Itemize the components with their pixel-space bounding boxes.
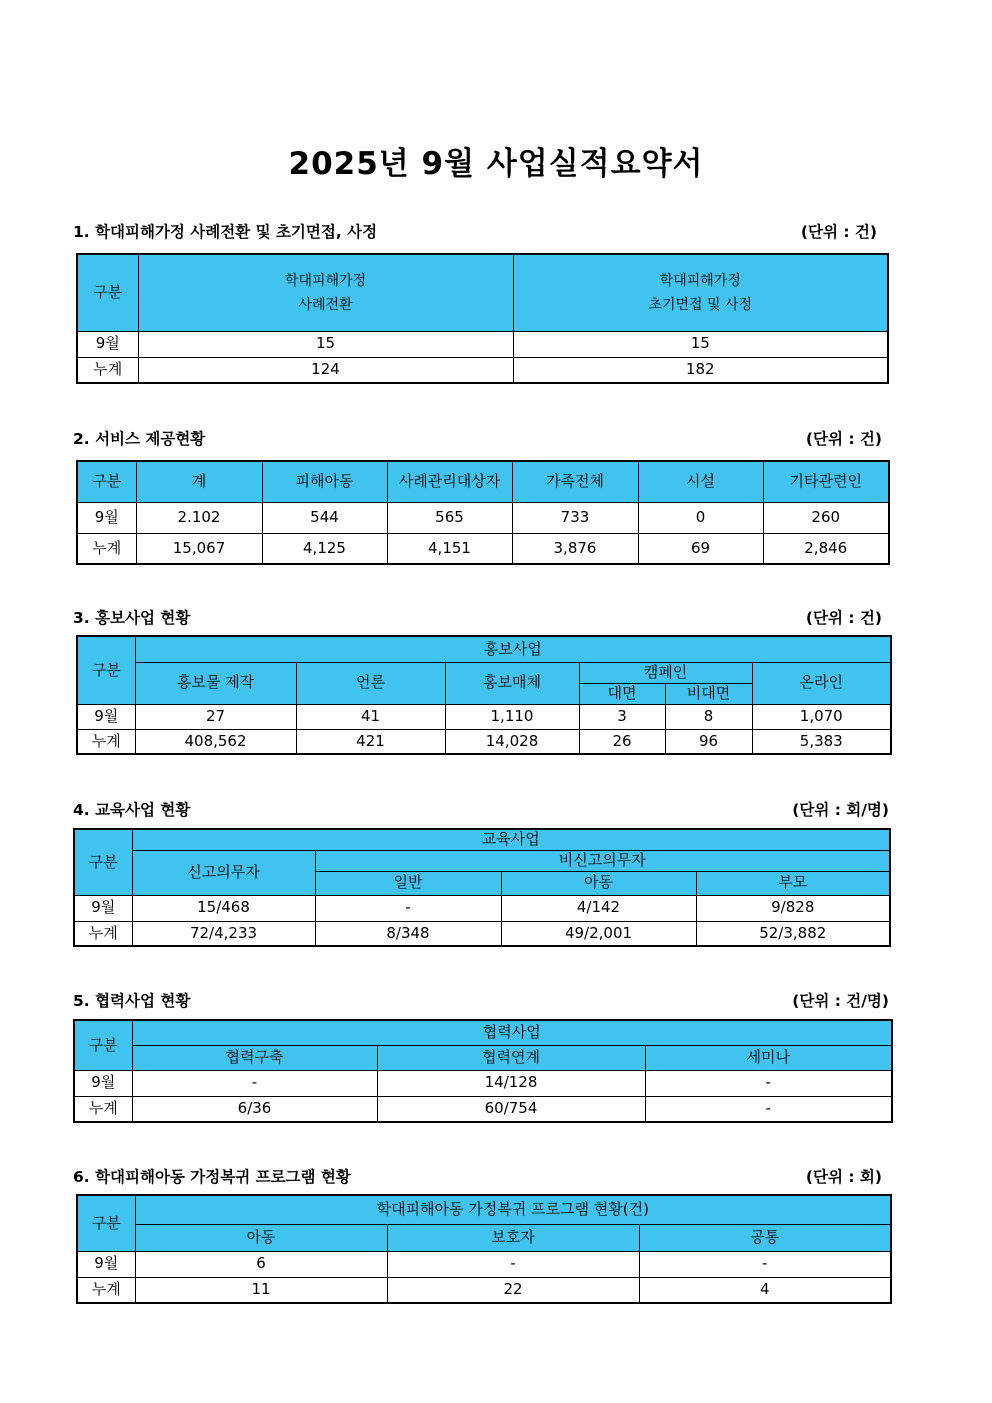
header-reporter: 신고의무자 [132,850,315,895]
header-group: 교육사업 [132,829,890,850]
cell: 15 [138,331,513,357]
cell: 8/348 [315,921,501,946]
table-case-conversion [76,253,889,384]
row-label: 누계 [77,533,136,564]
header-cell: 피해아동 [262,461,387,502]
header-gubun: 구분 [77,254,138,331]
header-cell: 계 [136,461,262,502]
header-subcell: 부모 [696,871,890,895]
section-1-heading: 1. 학대피해가정 사례전환 및 초기면접, 사정 [73,223,378,241]
cell: 8 [665,704,752,729]
cell: 41 [296,704,445,729]
cell: 3 [579,704,665,729]
header-line: 학대피해가정 [659,272,741,289]
cell: - [132,1070,377,1096]
cell: 544 [262,502,387,533]
cell: 6 [135,1251,387,1277]
section-6-heading: 6. 학대피해아동 가정복귀 프로그램 현황 [73,1168,351,1186]
cell: 69 [638,533,763,564]
cell: 27 [135,704,296,729]
table-row [77,1277,891,1303]
cell: 4/142 [501,895,696,921]
cell: 182 [513,357,888,383]
header-cell: 시설 [638,461,763,502]
table-row [74,1096,892,1122]
cell: 15 [513,331,888,357]
section-4-heading: 4. 교육사업 현황 [73,801,191,819]
table-row [77,331,888,357]
cell: - [315,895,501,921]
cell: 2,846 [763,533,889,564]
header-cell: 홍보물 제작 [135,662,296,704]
cell: 2.102 [136,502,262,533]
section-2-unit: (단위 : 건) [805,430,882,448]
header-line: 학대피해가정 [284,272,367,289]
cell: 96 [665,729,752,754]
header-gubun: 구분 [74,829,132,895]
table-row [77,357,888,383]
header-line: 초기면접 및 사정 [648,296,753,313]
table-row [77,502,889,533]
row-label: 9월 [77,331,138,357]
cell: 5,383 [752,729,891,754]
table-reunification [76,1194,892,1304]
table-row [74,1070,892,1096]
cell: 3,876 [512,533,638,564]
cell: 6/36 [132,1096,377,1122]
section-5-unit: (단위 : 건/명) [792,992,889,1010]
table-row [74,895,890,921]
header-cell: 공통 [639,1224,891,1251]
header-cell: 사례관리대상자 [387,461,512,502]
header-gubun: 구분 [77,1195,135,1251]
row-label: 누계 [77,729,135,754]
row-label: 누계 [77,1277,135,1303]
cell: - [645,1096,892,1122]
header-cell: 협력연계 [377,1045,645,1070]
section-4-unit: (단위 : 회/명) [792,801,889,819]
header-gubun: 구분 [77,461,136,502]
header-cell: 홍보매체 [445,662,579,704]
cell: 408,562 [135,729,296,754]
cell: 124 [138,357,513,383]
header-group: 협력사업 [132,1020,892,1045]
header-gubun: 구분 [77,636,135,704]
section-3-heading: 3. 홍보사업 현황 [73,609,191,627]
section-5-heading: 5. 협력사업 현황 [73,992,191,1010]
cell: 26 [579,729,665,754]
cell: 4 [639,1277,891,1303]
header-cell: 기타관련인 [763,461,889,502]
header-group: 학대피해아동 가정복귀 프로그램 현황(건) [135,1195,891,1224]
cell: 9/828 [696,895,890,921]
cell: 60/754 [377,1096,645,1122]
header-case-conversion [138,254,513,331]
cell: 4,125 [262,533,387,564]
row-label: 9월 [77,502,136,533]
header-cell: 세미나 [645,1045,892,1070]
table-row [77,704,891,729]
header-campaign: 캠페인 [579,662,752,683]
header-cell: 언론 [296,662,445,704]
header-subcell: 대면 [579,683,665,704]
header-nonreporter: 비신고의무자 [315,850,890,871]
cell: 15/468 [132,895,315,921]
table-service [76,460,890,565]
cell: 421 [296,729,445,754]
row-label: 누계 [77,357,138,383]
table-promotion [76,635,892,755]
row-label: 9월 [77,704,135,729]
header-cell: 온라인 [752,662,891,704]
table-cooperation [73,1019,893,1123]
table-row [77,729,891,754]
header-subcell: 아동 [501,871,696,895]
header-group: 홍보사업 [135,636,891,662]
header-subcell: 일반 [315,871,501,895]
cell: 14,028 [445,729,579,754]
section-2-heading: 2. 서비스 제공현황 [73,430,206,448]
cell: 15,067 [136,533,262,564]
cell: 4,151 [387,533,512,564]
header-subcell: 비대면 [665,683,752,704]
section-1-unit: (단위 : 건) [800,223,877,241]
cell: 49/2,001 [501,921,696,946]
cell: 72/4,233 [132,921,315,946]
cell: 1,110 [445,704,579,729]
table-education [73,828,891,947]
cell: 1,070 [752,704,891,729]
row-label: 9월 [74,895,132,921]
cell: 565 [387,502,512,533]
cell: - [639,1251,891,1277]
header-gubun: 구분 [74,1020,132,1070]
header-cell: 협력구축 [132,1045,377,1070]
cell: 733 [512,502,638,533]
row-label: 누계 [74,1096,132,1122]
header-cell: 보호자 [387,1224,639,1251]
section-6-unit: (단위 : 회) [805,1168,882,1186]
page-title: 2025년 9월 사업실적요약서 [288,146,704,182]
cell: 52/3,882 [696,921,890,946]
cell: - [645,1070,892,1096]
header-cell: 가족전체 [512,461,638,502]
cell: 11 [135,1277,387,1303]
row-label: 누계 [74,921,132,946]
cell: 22 [387,1277,639,1303]
header-line: 사례전환 [298,296,353,313]
section-3-unit: (단위 : 건) [805,609,882,627]
row-label: 9월 [77,1251,135,1277]
header-initial-interview [513,254,888,331]
header-cell: 아동 [135,1224,387,1251]
cell: 0 [638,502,763,533]
cell: 260 [763,502,889,533]
table-row [77,1251,891,1277]
table-row [74,921,890,946]
cell: - [387,1251,639,1277]
cell: 14/128 [377,1070,645,1096]
table-row [77,533,889,564]
row-label: 9월 [74,1070,132,1096]
